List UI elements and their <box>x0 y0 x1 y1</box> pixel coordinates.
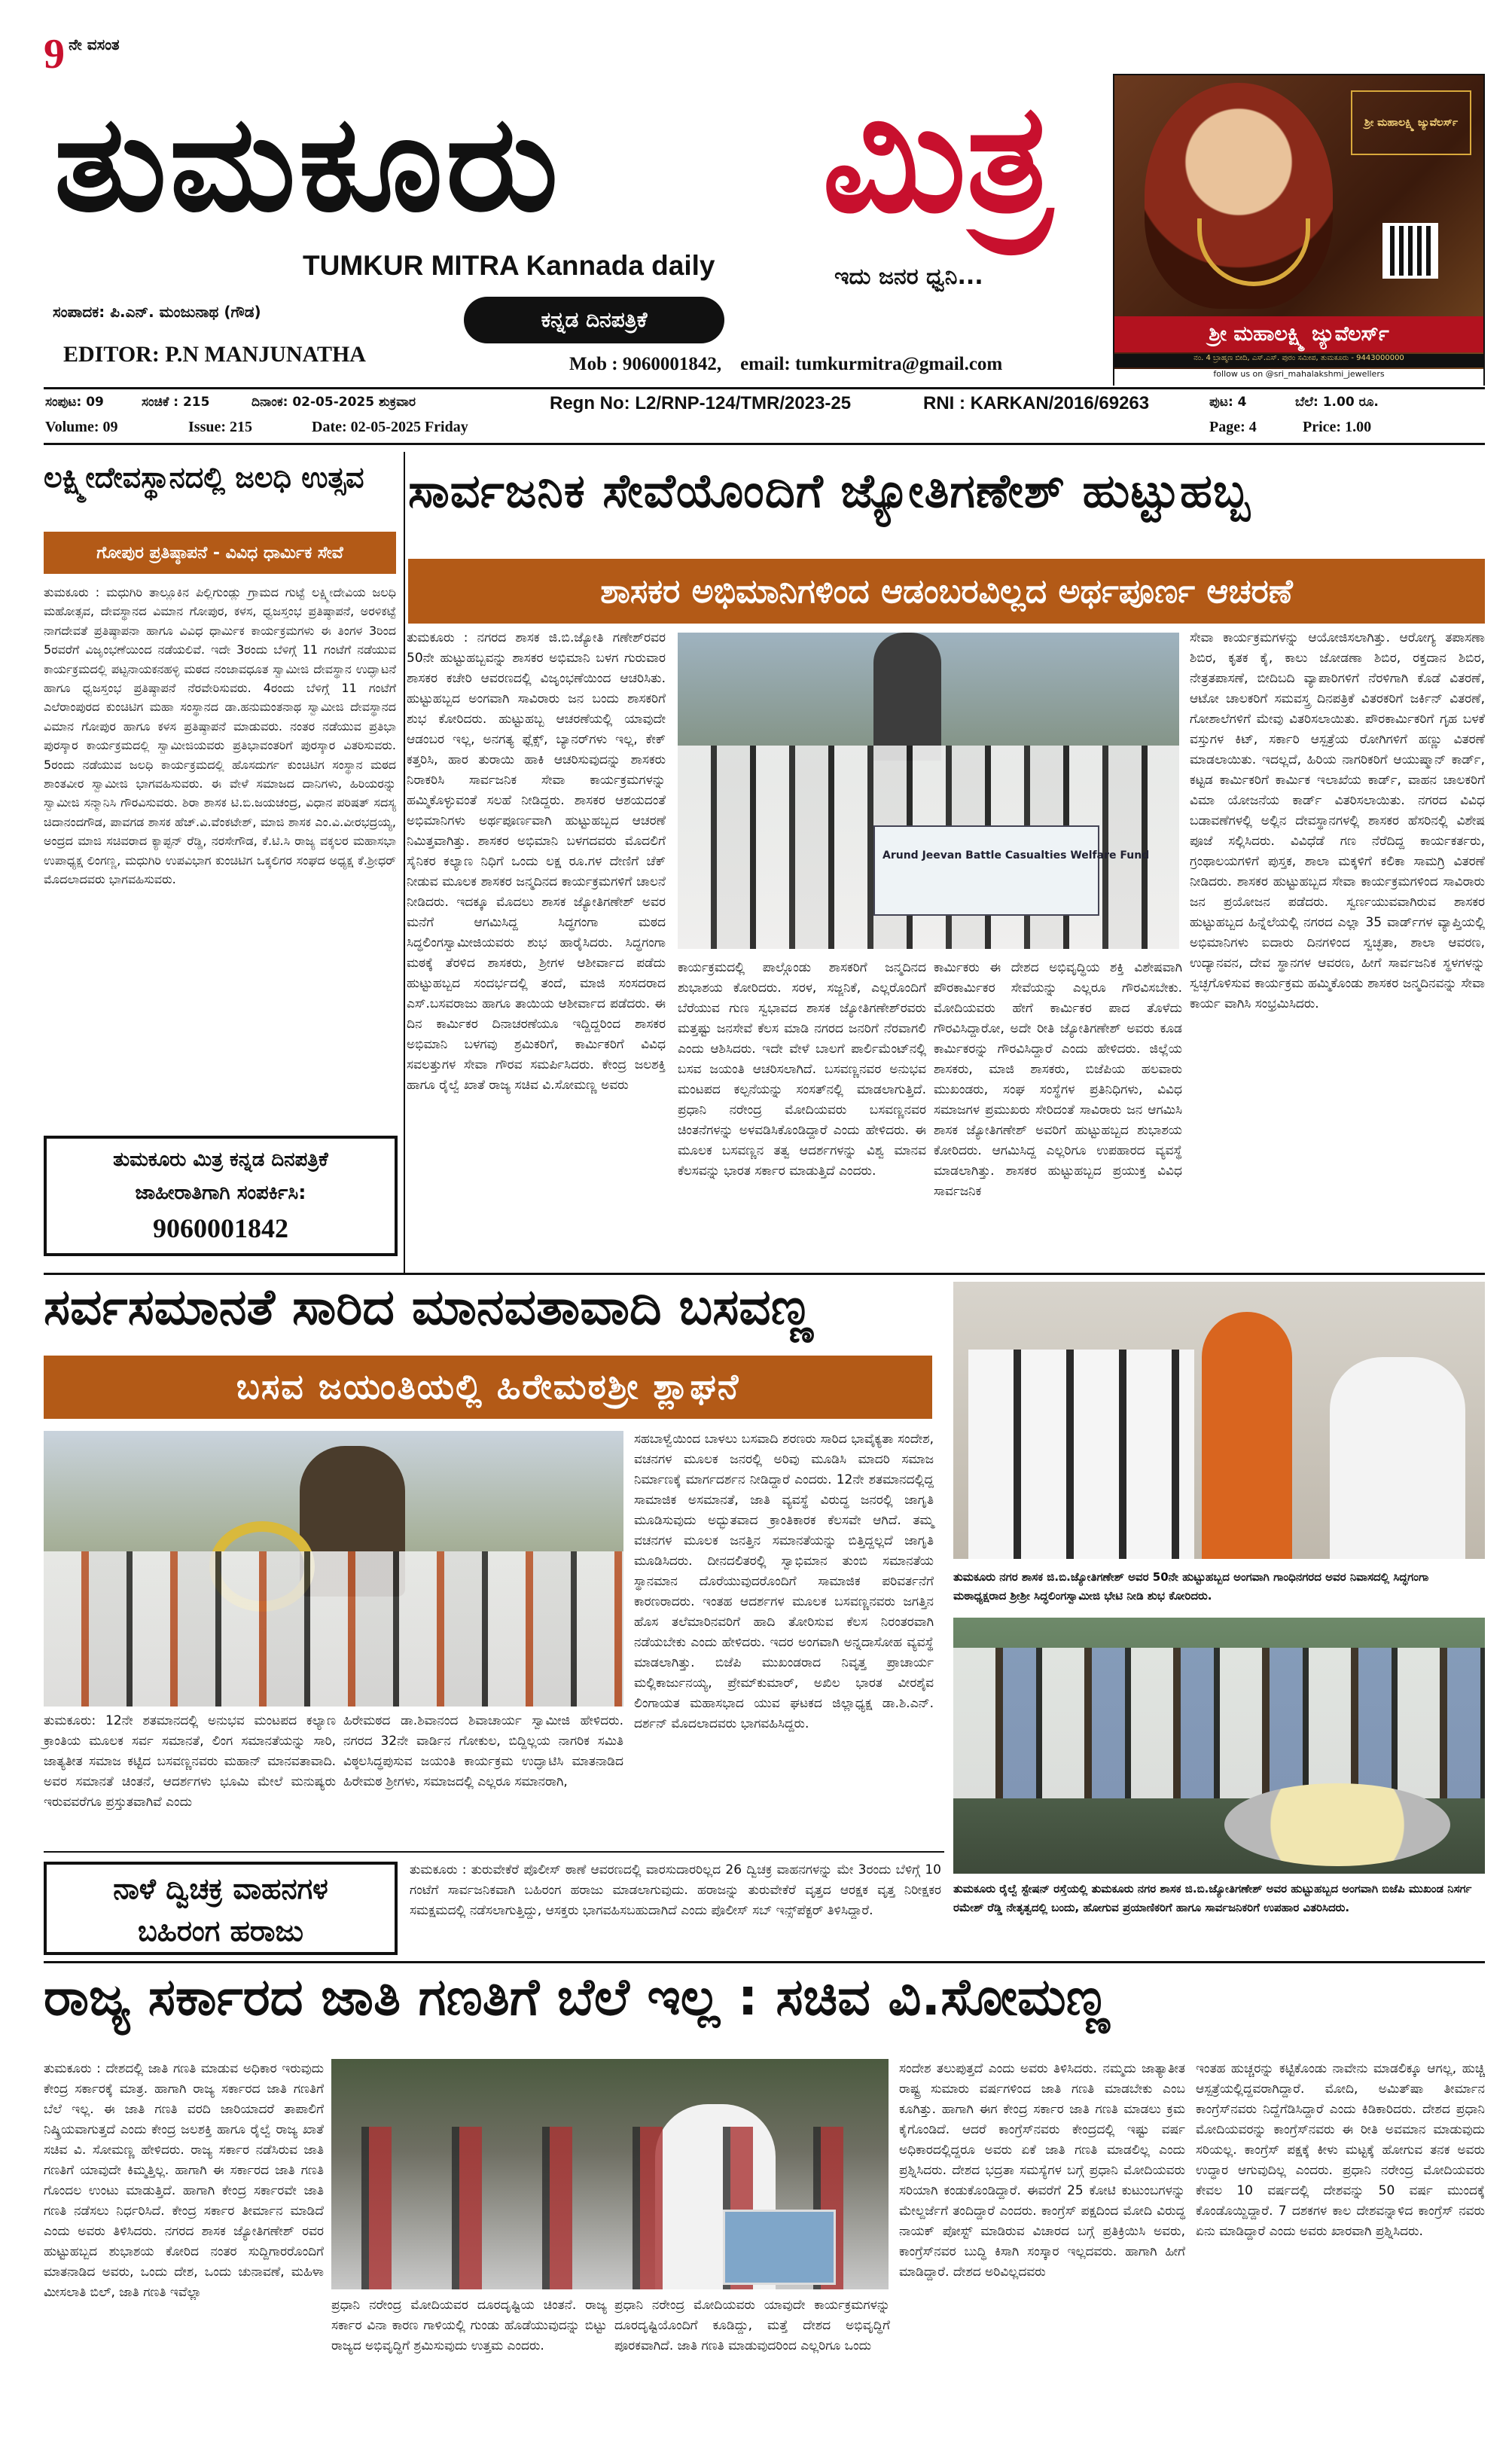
story4-col-d: ಸಂದೇಶ ತಲುಪುತ್ತದೆ ಎಂದು ಅವರು ತಿಳಿಸಿದರು. ನಮ್ಮದು ಜಾತ್ಯಾತೀತ ರಾಷ್ಟ್ರ ಸುಮಾರು ವರ್ಷಗಳಿಂದ ಜಾತಿ ಗಣತಿ ಮಾಡಬೇಕು ಎಂಬ ಕೂಗಿತ್ತು. ಹಾಗಾಗಿ ಈಗ ಕೇಂದ್ರ ಸರ್ಕಾರ ಜಾತಿ ಗಣತಿ ಮಾಡಲು ಕ್ರಮ ಕೈಗೊಂಡಿದೆ. ಆದರೆ ಕಾಂಗ್ರೆಸ್‌ನವರು ಕೇಂದ್ರದಲ್ಲಿ ಇಷ್ಟು ವರ್ಷ ಅಧಿಕಾರದಲ್ಲಿದ್ದರೂ ಅವರು ಏಕೆ ಜಾತಿ ಗಣತಿ ಮಾಡಲಿಲ್ಲ ಎಂದು ಪ್ರಶ್ನಿಸಿದರು. ದೇಶದ ಭದ್ರತಾ ಸಮಸ್ಯೆಗಳ ಬಗ್ಗೆ ಪ್ರಧಾನಿ ಮೋದಿಯವರು ಸರಿಯಾಗಿ ಕಂಡುಕೊಂಡಿದ್ದಾರೆ. ಈವರೆಗೆ 25 ಕೋಟಿ ಕುಟುಂಬಗಳನ್ನು ಮೇಲ್ದರ್ಜೆಗೆ ತಂದಿದ್ದಾರೆ ಎಂದರು. ಕಾಂಗ್ರೆಸ್ ಪಕ್ಷದಿಂದ ಮೋದಿ ವಿರುದ್ಧ ನಾಯಕ್ ಪೋಸ್ಟ್ ಮಾಡಿರುವ ವಿಚಾರದ ಬಗ್ಗೆ ಪ್ರತಿಕ್ರಿಯಿಸಿ ಅವರು, ಕಾಂಗ್ರೆಸ್‌ನವರ ಬುದ್ಧಿ ಕಿಸಾಗಿ ಸಂಸ್ಕಾರ ಇಲ್ಲದವರು. ಹಾಗಾಗಿ ಹೀಗೆ ಮಾಡಿದ್ದಾರೆ. ದೇಶದ ಅರಿವಿಲ್ಲದವರು <box>899 2061 1185 2280</box>
people-image <box>44 1551 623 1707</box>
cheque-image <box>873 825 1150 916</box>
story3-subhead: ಬಸವ ಜಯಂತಿಯಲ್ಲಿ ಹಿರೇಮಠಶ್ರೀ ಶ್ಲಾಘನೆ <box>44 1356 932 1419</box>
masthead-english-title: TUMKUR MITRA Kannada daily <box>303 250 715 281</box>
registration-number: Regn No: L2/RNP-124/TMR/2023-25 <box>550 393 852 413</box>
date-kn: ದಿನಾಂಕ: 02-05-2025 ಶುಕ್ರವಾರ <box>251 395 416 410</box>
story2-subhead: ಶಾಸಕರ ಅಭಿಮಾನಿಗಳಿಂದ ಆಡಂಬರವಿಲ್ಲದ ಅರ್ಥಪೂರ್ಣ ಆಚರಣೆ <box>408 559 1485 624</box>
editor-kannada: ಸಂಪಾದಕ: ಪಿ.ಎನ್. ಮಂಜುನಾಥ (ಗೌಡ) <box>53 303 261 321</box>
crowd-breakfast-image <box>953 1648 1485 1798</box>
story4-col-b: ಪ್ರಧಾನಿ ನರೇಂದ್ರ ಮೋದಿಯವರ ದೂರದೃಷ್ಟಿಯ ಚಿಂತನೆ. ರಾಜ್ಯ ಸರ್ಕಾರ ವಿನಾ ಕಾರಣ ಗಾಳಿಯಲ್ಲಿ ಗುಂಡು ಹೊಡೆಯುವುದನ್ನು ಬಿಟ್ಟು ರಾಜ್ಯದ ಅಭಿವೃದ್ಧಿಗೆ ಶ್ರಮಿಸುವುದು ಉತ್ತಮ ಎಂದರು. <box>331 2298 607 2353</box>
contact-line: Mob : 9060001842, email: tumkurmitra@gmail.com <box>569 354 1003 374</box>
story3-photo-swamiji <box>953 1282 1485 1559</box>
rni-number: RNI : KARKAN/2016/69263 <box>923 393 1150 413</box>
ad-brand-band: ಶ್ರೀ ಮಹಾಲಕ್ಷ್ಮಿ ಜ್ಯುವೆಲರ್ಸ್ <box>1114 316 1483 352</box>
ad-qr-icon <box>1382 223 1438 279</box>
advertise-line2: ಜಾಹೀರಾತಿಗಾಗಿ ಸಂಪರ್ಕಿಸಿ: <box>135 1182 306 1204</box>
story3-photo-breakfast <box>953 1618 1485 1874</box>
newspaper-badge: ಕನ್ನಡ ದಿನಪತ್ರಿಕೆ <box>464 297 724 343</box>
masthead-tagline: ಇದು ಜನರ ಧ್ವನಿ... <box>834 264 983 290</box>
jewellery-ad[interactable] <box>1113 74 1485 386</box>
volume-en: Volume: 09 <box>45 419 118 435</box>
story3-caption-lead: ತುಮಕೂರು: 12ನೇ ಶತಮಾನದಲ್ಲಿ ಅನುಭವ ಮಂಟಪದ ಕಲ್ಯಾಣ ಕ್ರಾಂತಿಯ ಮೂಲಕ ಸರ್ವ ಸಮಾನತೆ, ಲಿಂಗ ಸಮಾನತೆಯನ್ನು ಸಾರಿ, ಜಾತ್ಯತೀತ ಸಮಾಜ ಕಟ್ಟಿದ ಬಸವಣ್ಣನವರು ಮಹಾನ್ ಮಾನವತಾವಾದಿ. ಅವರ ಸಮಾನತೆ ಚಿಂತನೆ, ಆದರ್ಶಗಳು ಭೂಮಿ ಮೇಲೆ ಮನುಷ್ಯರು ಇರುವವರೆಗೂ ಪ್ರಸ್ತುತವಾಗಿವೆ ಎಂದು <box>44 1713 336 1810</box>
story1-body: ತುಮಕೂರು : ಮಧುಗಿರಿ ತಾಲ್ಲೂಕಿನ ಪಿಲ್ಲಿಗುಂಡ್ಲು ಗ್ರಾಮದ ಗುಟ್ಟೆ ಲಕ್ಷ್ಮೀದೇವಿಯ ಜಲಧಿ ಮಹೋತ್ಸವ, ದೇವಸ್ಥಾನದ ವಿಮಾನ ಗೋಪುರ, ಕಳಸ, ಧ್ವಜಸ್ತಂಭ ಪ್ರತಿಷ್ಠಾಪನೆ, ಅರಳಿಕಟ್ಟೆ ನಾಗದೇವತೆ ಪ್ರತಿಷ್ಠಾಪನಾ ಹಾಗೂ ವಿವಿಧ ಧಾರ್ಮಿಕ ಕಾರ್ಯಕ್ರಮಗಳು ಈ ತಿಂಗಳ 3ರಿಂದ 5ರವರೆಗೆ ವಿಜೃಂಭಣೆಯಿಂದ ನಡೆಯಲಿವೆ. ಇದೇ 3ರಂದು ಬೆಳಿಗ್ಗೆ 11 ಗಂಟೆಗೆ ನಡೆಯುವ ಕಾರ್ಯಕ್ರಮದಲ್ಲಿ ಪಟ್ಟನಾಯಕನಹಳ್ಳಿ ಮಠದ ನಂಜಾವಧೂತ ಸ್ವಾಮೀಜಿ ದೇವಸ್ಥಾನ ಉದ್ಘಾಟನೆ ಹಾಗೂ ಧ್ವಜಸ್ತಂಭ ಪ್ರತಿಷ್ಠಾಪನೆ ನೆರವೇರಿಸುವರು. 4ರಂದು ಬೆಳಿಗ್ಗೆ 11 ಗಂಟೆಗೆ ಎಲೆರಾಂಪುರದ ಕುಂಚಿಟಿಗ ಮಹಾ ಸಂಸ್ಥಾನದ ಡಾ.ಹನುಮಂತನಾಥ ಸ್ವಾಮೀಜಿ ದೇವಸ್ಥಾನದ ವಿಮಾನ ಗೋಪುರ ಹಾಗೂ ಕಳಸ ಪ್ರತಿಷ್ಠಾಪನೆ ಮಾಡುವರು. ನಂತರ ನಡೆಯುವ ಪ್ರತಿಭಾ ಪುರಸ್ಕಾರ ಕಾರ್ಯಕ್ರಮದಲ್ಲಿ ಸ್ವಾಮೀಜಿಯವರು ಪ್ರತಿಭಾವಂತರಿಗೆ ಪುರಸ್ಕಾರ ವಿತರಿಸುವರು. 5ರಂದು ನಡೆಯುವ ಜಲಧಿ ಕಾರ್ಯಕ್ರಮದಲ್ಲಿ ಹೊಸದುರ್ಗ ಕುಂಚಿಟಿಗ ಸಂಸ್ಥಾನ ಮಠದ ಶಾಂತವೀರ ಸ್ವಾಮೀಜಿ ಭಾಗವಹಿಸುವರು. ಈ ವೇಳೆ ಸಮಾಜದ ದಾನಿಗಳು, ಹಿರಿಯರನ್ನು ಸ್ವಾಮೀಜಿ ಸನ್ಮಾನಿಸಿ ಗೌರವಿಸುವರು. ಶಿರಾ ಶಾಸಕ ಟಿ.ಬಿ.ಜಯಚಂದ್ರ, ವಿಧಾನ ಪರಿಷತ್ ಸದಸ್ಯ ಚಿದಾನಂದಗೌಡ, ಪಾವಗಡ ಶಾಸಕ ಹೆಚ್.ವಿ.ವೆಂಕಟೇಶ್, ಮಾಜಿ ಶಾಸಕ ಎಂ.ವಿ.ವೀರಭದ್ರಯ್ಯ, ಅಂದ್ರದ ಮಾಜಿ ಸಚಿವರಾದ ಕ್ಯಾಪ್ಟನ್ ರೆಡ್ಡಿ, ನರಸೇಗೌಡ, ಕೆ.ಟಿ.ಸಿ ರಾಜ್ಯ ವಕ್ಕಲರ ಮಹಾಸಭಾ ಉಪಾಧ್ಯಕ್ಷ ಲಿಂಗಣ್ಣ, ಮಧುಗಿರಿ ಉಪವಿಭಾಗ ಕುಂಚಿಟಿಗ ಒಕ್ಕಲಿಗರ ಸಂಘದ ಅಧ್ಯಕ್ಷ ಕೆ.ಶ್ರೀಧರ್ ಮೊದಲಾದವರು ಭಾಗವಹಿಸುವರು. <box>44 585 396 887</box>
story3-col-right: ಹಿರೇಮಠದ ಡಾ.ಶಿವಾನಂದ ಶಿವಾಚಾರ್ಯ ಸ್ವಾಮೀಜಿ ಹೇಳಿದರು. ನಗರದ 32ನೇ ವಾರ್ಡಿನ ಗೋಕುಲ, ಬಿದ್ದಿಲ್ಲಯ ನಾಗರಿಕ ಸಮಿತಿ ವಿಠ್ಠಲಸಿದ್ಧಪುಸುವ ಜಯಂತಿ ಕಾರ್ಯಕ್ರಮ ಉದ್ಘಾಟಿಸಿ ಮಾತನಾಡಿದ ಹಿರೇಮಠ ಶ್ರೀಗಳು, ಸಮಾಜದಲ್ಲಿ ಎಲ್ಲರೂ ಸಮಾನರಾಗಿ, <box>343 1713 623 1789</box>
cheque-text: Arund Jeevan Battle Casualties Welfare Fund <box>883 849 1150 862</box>
pages-kn: ಪುಟ: 4 <box>1209 395 1247 410</box>
swamiji-image <box>1202 1312 1292 1559</box>
editor-english: EDITOR: P.N MANJUNATHA <box>63 342 366 367</box>
masthead-divider <box>44 387 1485 389</box>
statue-image <box>873 633 941 761</box>
portrait-frame-image <box>723 2210 836 2285</box>
food-pot-image <box>1224 1783 1450 1866</box>
story2-headline: ಸಾರ್ವಜನಿಕ ಸೇವೆಯೊಂದಿಗೆ ಜ್ಯೋತಿಗಣೇಶ್ ಹುಟ್ಟುಹಬ್ಬ <box>408 463 1251 518</box>
ad-address: ನಂ. 4 ಬ್ರಾಹ್ಮಣ ಬೀದಿ, ಎಸ್.ಎಸ್. ಪುರಂ ಸಮೀಪ, ತುಮಕೂರು - 9443000000 <box>1114 354 1483 368</box>
col1-separator <box>404 452 405 1273</box>
story4-col-a: ತುಮಕೂರು : ದೇಶದಲ್ಲಿ ಜಾತಿ ಗಣತಿ ಮಾಡುವ ಅಧಿಕಾರ ಇರುವುದು ಕೇಂದ್ರ ಸರ್ಕಾರಕ್ಕೆ ಮಾತ್ರ. ಹಾಗಾಗಿ ರಾಜ್ಯ ಸರ್ಕಾರದ ಜಾತಿ ಗಣತಿಗೆ ಬೆಲೆ ಇಲ್ಲ. ಈ ಜಾತಿ ಗಣತಿ ವರದಿ ಜಾರಿಯಾದರೆ ತಾಪಾಲಿಗೆ ನಿಷ್ಕ್ರಿಯವಾಗುತ್ತದೆ ಎಂದು ಕೇಂದ್ರ ಜಲಶಕ್ತಿ ಹಾಗೂ ರೈಲ್ವೆ ರಾಜ್ಯ ಖಾತೆ ಸಚಿವ ವಿ. ಸೋಮಣ್ಣ ಹೇಳಿದರು. ರಾಜ್ಯ ಸರ್ಕಾರ ನಡೆಸಿರುವ ಜಾತಿ ಗಣತಿಗೆ ಯಾವುದೇ ಕಿಮ್ಮತ್ತಿಲ್ಲ. ಹಾಗಾಗಿ ಈ ಸರ್ಕಾರದ ಜಾತಿ ಗಣತಿ ಗೊಂದಲ ಉಂಟು ಮಾಡುತ್ತಿದೆ. ಹಾಗಾಗಿ ಕೇಂದ್ರ ಸರ್ಕಾರವೇ ಜಾತಿ ಗಣತಿ ನಡೆಸಲು ನಿರ್ಧರಿಸಿದೆ. ಕೇಂದ್ರ ಸರ್ಕಾರ ತೀರ್ಮಾನ ಮಾಡಿದೆ ಎಂದು ಅವರು ತಿಳಿಸಿದರು. ನಗರದ ಶಾಸಕ ಜ್ಯೋತಿಗಣೇಶ್ ರವರ ಹುಟ್ಟುಹಬ್ಬದ ಶುಭಾಶಯ ಕೋರಿದ ನಂತರ ಸುದ್ದಿಗಾರರೊಂದಿಗೆ ಮಾತನಾಡಿದ ಅವರು, ಒಂದು ದೇಶ, ಒಂದು ಚುನಾವಣೆ, ಮಹಿಳಾ ಮೀಸಲಾತಿ ಬಿಲ್, ಜಾತಿ ಗಣತಿ ಇವೆಲ್ಲಾ <box>44 2061 324 2300</box>
story2-photo <box>678 633 1179 949</box>
price-kn: ಬೆಲೆ: 1.00 ರೂ. <box>1295 395 1379 410</box>
ad-logo-box <box>1351 90 1471 155</box>
story3-mid-rule <box>44 1851 944 1853</box>
story4-headline: ರಾಜ್ಯ ಸರ್ಕಾರದ ಜಾತಿ ಗಣತಿಗೆ ಬೆಲೆ ಇಲ್ಲ : ಸಚಿವ ವಿ.ಸೋಮಣ್ಣ <box>44 1968 1110 2027</box>
story3-bottom-rule <box>44 1961 1485 1963</box>
story3-photo-basava <box>44 1431 623 1707</box>
story3-photo2-caption: ತುಮಕೂರು ನಗರ ಶಾಸಕ ಜಿ.ಬಿ.ಜ್ಯೋತಿಗಣೇಶ್ ಅವರ 50ನೇ ಹುಟ್ಟುಹಬ್ಬದ ಅಂಗವಾಗಿ ಗಾಂಧಿನಗರದ ಅವರ ನಿವಾಸದಲ್ಲಿ ಸಿದ್ಧಗಂಗಾ ಮಠಾಧ್ಯಕ್ಷರಾದ ಶ್ರೀಶ್ರೀ ಸಿದ್ಧಲಿಂಗಸ್ವಾಮೀಜಿ ಭೇಟಿ ನೀಡಿ ಶುಭ ಕೋರಿದರು. <box>953 1570 1429 1603</box>
volume-kn: ಸಂಪುಟ: 09 <box>45 395 104 410</box>
price-en: Price: 1.00 <box>1303 419 1372 435</box>
auction-box[interactable] <box>44 1862 398 1955</box>
story2-bottom-rule <box>44 1273 1485 1275</box>
story3-headline: ಸರ್ವಸಮಾನತೆ ಸಾರಿದ ಮಾನವತಾವಾದಿ ಬಸವಣ್ಣ <box>44 1278 813 1336</box>
ad-logo-text: ಶ್ರೀ ಮಹಾಲಕ್ಷ್ಮಿ ಜ್ಯುವೆಲರ್ಸ್ <box>1364 117 1459 129</box>
edition-label <box>44 30 120 78</box>
auction-body: ತುಮಕೂರು : ತುರುವೇಕೆರೆ ಪೊಲೀಸ್ ಠಾಣೆ ಆವರಣದಲ್ಲಿ ವಾರಸುದಾರರಿಲ್ಲದ 26 ದ್ವಿಚಕ್ರ ವಾಹನಗಳನ್ನು ಮೇ 3ರಂದು ಬೆಳಿಗ್ಗೆ 10 ಗಂಟೆಗೆ ಸಾರ್ವಜನಿಕವಾಗಿ ಬಹಿರಂಗ ಹರಾಜು ಮಾಡಲಾಗುವುದು. ಹರಾಜನ್ನು ತುರುವೇಕೆರೆ ವೃತ್ತದ ಆರಕ್ಷಕ ವೃತ್ತ ನಿರೀಕ್ಷಕರ ಸಮಕ್ಷಮದಲ್ಲಿ ನಡೆಸಲಾಗುತ್ತಿದ್ದು, ಆಸಕ್ತರು ಭಾಗವಹಿಸಬಹುದಾಗಿದೆ ಎಂದು ಪೊಲೀಸ್ ಸಬ್ ಇನ್ಸ್‌ಪೆಕ್ಟರ್ ತಿಳಿಸಿದ್ದಾರೆ. <box>410 1862 941 1918</box>
guests-image <box>968 1350 1194 1559</box>
story4-col-c: ಪ್ರಧಾನಿ ನರೇಂದ್ರ ಮೋದಿಯವರು ಯಾವುದೇ ಕಾರ್ಯಕ್ರಮಗಳನ್ನು ದೂರದೃಷ್ಟಿಯೊಂದಿಗೆ ಕೂಡಿದ್ದು, ಮತ್ತೆ ದೇಶದ ಅಭಿವೃದ್ಧಿಗೆ ಪೂರಕವಾಗಿದೆ. ಜಾತಿ ಗಣತಿ ಮಾಡುವುದರಿಂದ ಎಲ್ಲರಿಗೂ ಒಂದು <box>614 2298 890 2353</box>
edition-suffix: ನೇ ವಸಂತ <box>69 35 120 53</box>
meta-divider <box>44 443 1485 445</box>
advertise-phone: 9060001842 <box>153 1213 288 1243</box>
masthead-title-black: ತುಮಕೂರು <box>54 87 562 241</box>
advertise-line1: ತುಮಕೂರು ಮಿತ್ರ ಕನ್ನಡ ದಿನಪತ್ರಿಕೆ <box>113 1148 328 1171</box>
story4-photo <box>331 2059 889 2289</box>
issue-kn: ಸಂಚಿಕೆ : 215 <box>142 395 210 410</box>
story3-col-mid: ಸಹಬಾಳ್ವೆಯಿಂದ ಬಾಳಲು ಬಸವಾದಿ ಶರಣರು ಸಾರಿದ ಭಾವೈಕ್ಯತಾ ಸಂದೇಶ, ವಚನಗಳ ಮೂಲಕ ಜನರಲ್ಲಿ ಅರಿವು ಮೂಡಿಸಿ ಮಾದರಿ ಸಮಾಜ ನಿರ್ಮಾಣಕ್ಕೆ ಮಾರ್ಗದರ್ಶನ ನೀಡಿದ್ದಾರೆ ಎಂದರು. 12ನೇ ಶತಮಾನದಲ್ಲಿದ್ದ ಸಾಮಾಜಿಕ ಅಸಮಾನತೆ, ಜಾತಿ ವ್ಯವಸ್ಥೆ ವಿರುದ್ಧ ಜನರಲ್ಲಿ ಜಾಗೃತಿ ಮೂಡಿಸುವುದು ಅದ್ಭುತವಾದ ಕ್ರಾಂತಿಕಾರಕ ಕೆಲಸವೇ ಆಗಿದೆ. ತಮ್ಮ ವಚನಗಳ ಮೂಲಕ ಜನತ್ತಿನ ಸಮಾನತೆಯನ್ನು ಬಿತ್ತಿದ್ದಲ್ಲದೆ ಜಾಗೃತಿ ಮೂಡಿಸಿದರು. ದೀನದಲಿತರಲ್ಲಿ ಸ್ವಾಭಿಮಾನ ತುಂಬಿ ಸಮಾನತೆಯ ಸ್ಥಾನಮಾನ ದೊರೆಯುವುದರೊಂದಿಗೆ ಸಾಮಾಜಿಕ ಪರಿವರ್ತನೆಗೆ ಕಾರಣರಾದರು. ಇಂತಹ ಆದರ್ಶಗಳ ಮೂಲಕ ಬಸವಣ್ಣನವರು ಜಗತ್ತಿನ ಹೊಸ ತಲೆಮಾರಿನವರಿಗೆ ಹಾದಿ ತೋರಿಸುವ ಕೆಲಸ ನಿರಂತರವಾಗಿ ನಡೆಯಬೇಕು ಎಂದು ಹೇಳಿದರು. ಇದರ ಅಂಗವಾಗಿ ಅನ್ನದಾಸೋಹ ವ್ಯವಸ್ಥೆ ಮಾಡಲಾಗಿತ್ತು. ಬಿಜೆಪಿ ಮುಖಂಡರಾದ ನಿವೃತ್ತ ಪ್ರಾಚಾರ್ಯ ಮಲ್ಲಿಕಾರ್ಜುನಯ್ಯ, ಪ್ರೇಮ್‌ಕುಮಾರ್, ಅಖಿಲ ಭಾರತ ವೀರಶೈವ ಲಿಂಗಾಯತ ಮಹಾಸಭಾದ ಯುವ ಘಟಕದ ಜಿಲ್ಲಾಧ್ಯಕ್ಷ ಡಾ.ಶಿ.ಎನ್. ದರ್ಶನ್ ಮೊದಲಾದವರು ಭಾಗವಹಿಸಿದ್ದರು. <box>634 1432 934 1731</box>
auction-line1: ನಾಳೆ ದ್ವಿಚಕ್ರ ವಾಹನಗಳ <box>113 1872 328 1905</box>
ad-footer: follow us on @sri_mahalakshmi_jewellers <box>1114 369 1483 386</box>
story4-col-e: ಇಂತಹ ಹುಚ್ಚರನ್ನು ಕಟ್ಟಿಕೊಂಡು ನಾವೇನು ಮಾಡಲಿಕ್ಕೂ ಆಗಲ್ಲ, ಹುಚ್ಚಿ ಆಸ್ಪತ್ರೆಯಲ್ಲಿದ್ದವರಾಗಿದ್ದಾರೆ. ಮೋದಿ, ಅಮಿತ್‌ಷಾ ತೀರ್ಮಾನ ಕಾಂಗ್ರೆಸ್‌ನವರು ನಿದ್ದೆಗೆಡಿಸಿದ್ದಾರೆ ಎಂದು ಕಿಡಿಕಾರಿದರು. ದೇಶದ ಪ್ರಧಾನಿ ಮೋದಿಯವರನ್ನು ಕಾಂಗ್ರೆಸ್‌ನವರು ಈ ರೀತಿ ಅವಮಾನ ಮಾಡುವುದು ಸರಿಯಲ್ಲ. ಕಾಂಗ್ರೆಸ್ ಪಕ್ಷಕ್ಕೆ ಕೀಳು ಮಟ್ಟಕ್ಕೆ ಹೋಗುವ ತನಕ ಅವರು ಉದ್ಧಾರ ಆಗುವುದಿಲ್ಲ ಎಂದರು. ಪ್ರಧಾನಿ ನರೇಂದ್ರ ಮೋದಿಯವರು ಕೇವಲ 10 ವರ್ಷದಲ್ಲಿ ದೇಶವನ್ನು 50 ವರ್ಷ ಮುಂದಕ್ಕೆ ಕೊಂಡೊಯ್ದಿದ್ದಾರೆ. 7 ದಶಕಗಳ ಕಾಲ ದೇಶವನ್ನಾಳಿದ ಕಾಂಗ್ರೆಸ್ ನವರು ಏನು ಮಾಡಿದ್ದಾರೆ ಎಂದು ಅವರು ಖಾರವಾಗಿ ಪ್ರಶ್ನಿಸಿದರು. <box>1196 2061 1485 2239</box>
advertise-box[interactable] <box>44 1136 398 1256</box>
edition-number: 9 <box>44 31 65 78</box>
date-en: Date: 02-05-2025 Friday <box>312 419 468 435</box>
story1-headline: ಲಕ್ಷ್ಮೀದೇವಸ್ಥಾನದಲ್ಲಿ ಜಲಧಿ ಉತ್ಸವ <box>44 461 364 494</box>
story2-col-c: ಕಾರ್ಮಿಕರು ಈ ದೇಶದ ಅಭಿವೃದ್ಧಿಯ ಶಕ್ತಿ ವಿಶೇಷವಾಗಿ ಪೌರಕಾರ್ಮಿಕರ ಸೇವೆಯನ್ನು ಎಲ್ಲರೂ ಗೌರವಿಸಬೇಕು. ಮೋದಿಯವರು ಹೇಗೆ ಕಾರ್ಮಿಕರ ಪಾದ ತೊಳೆದು ಗೌರವಿಸಿದ್ದಾರೋ, ಅದೇ ರೀತಿ ಜ್ಯೋತಿಗಣೇಶ್ ಅವರು ಕೂಡ ಕಾರ್ಮಿಕರನ್ನು ಗೌರವಿಸಿದ್ದಾರೆ ಎಂದು ಹೇಳಿದರು. ಜಿಲ್ಲೆಯ ಶಾಸಕರು, ಮಾಜಿ ಶಾಸಕರು, ಬಿಜೆಪಿಯ ಹಲವಾರು ಮುಖಂಡರು, ಸಂಘ ಸಂಸ್ಥೆಗಳ ಪ್ರತಿನಿಧಿಗಳು, ವಿವಿಧ ಸಮಾಜಗಳ ಪ್ರಮುಖರು ಸೇರಿದಂತೆ ಸಾವಿರಾರು ಜನ ಆಗಮಿಸಿ ಶಾಸಕ ಜ್ಯೋತಿಗಣೇಶ್ ಅವರಿಗೆ ಹುಟ್ಟುಹಬ್ಬದ ಶುಭಾಶಯ ಕೋರಿದರು. ಆಗಮಿಸಿದ್ದ ಎಲ್ಲರಿಗೂ ಉಪಹಾರದ ವ್ಯವಸ್ಥೆ ಮಾಡಲಾಗಿತ್ತು. ಶಾಸಕರ ಹುಟ್ಟುಹಬ್ಬದ ಪ್ರಯುಕ್ತ ವಿವಿಧ ಸಾರ್ವಜನಿಕ <box>934 960 1182 1199</box>
pages-en: Page: 4 <box>1209 419 1257 435</box>
masthead-title-red: ಮಿತ್ರ <box>822 71 1053 246</box>
story2-col-d: ಸೇವಾ ಕಾರ್ಯಕ್ರಮಗಳನ್ನು ಆಯೋಜಿಸಲಾಗಿತ್ತು. ಆರೋಗ್ಯ ತಪಾಸಣಾ ಶಿಬಿರ, ಕೃತಕ ಕೈ, ಕಾಲು ಜೋಡಣಾ ಶಿಬಿರ, ರಕ್ತದಾನ ಶಿಬಿರ, ನೇತ್ರತಪಾಸಣೆ, ಬೀದಿಬದಿ ವ್ಯಾಪಾರಿಗಳಿಗೆ ನೆರಳಿಗಾಗಿ ಕೊಡೆ ವಿತರಣೆ, ಆಟೋ ಚಾಲಕರಿಗೆ ಸಮವಸ್ತ್ರ ದಿನಪತ್ರಿಕೆ ವಿತರಕರಿಗೆ ಜರ್ಕಿನ್ ವಿತರಣೆ, ಗೋಶಾಲೆಗಳಿಗೆ ಮೇವು ವಿತರಿಸಲಾಯಿತು. ಪೌರಕಾರ್ಮಿಕರಿಗೆ ಗೃಹ ಬಳಕೆ ವಸ್ತುಗಳ ಕಿಟ್, ಸರ್ಕಾರಿ ಆಸ್ಪತ್ರೆಯ ರೋಗಿಗಳಿಗೆ ಹಣ್ಣು ವಿತರಣೆ ಮಾಡಲಾಯಿತು. ಇದಲ್ಲದೆ, ಹಿರಿಯ ನಾಗರಿಕರಿಗೆ ಆಯುಷ್ಮಾನ್ ಕಾರ್ಡ್, ಕಟ್ಟಡ ಕಾರ್ಮಿಕರಿಗೆ ಕಾರ್ಮಿಕ ಇಲಾಖೆಯ ಕಾರ್ಡ್, ವಾಹನ ಚಾಲಕರಿಗೆ ವಿಮಾ ಯೋಜನೆಯ ಕಾರ್ಡ್ ವಿತರಿಸಲಾಯಿತು. ನಗರದ ವಿವಿಧ ಬಡಾವಣೆಗಳಲ್ಲಿ ಅಲ್ಲಿನ ದೇವಸ್ಥಾನಗಳಲ್ಲಿ ಶಾಸಕರ ಹೆಸರಿನಲ್ಲಿ ವಿಶೇಷ ಪೂಜೆ ಸಲ್ಲಿಸಿದರು. ವಿವಿಧೆಡೆ ಗಣ ನೆರೆದಿದ್ದ ಕಾರ್ಯಕರ್ತರು, ಗ್ರಂಥಾಲಯಗಳಿಗೆ ಪುಸ್ತಕ, ಶಾಲಾ ಮಕ್ಕಳಿಗೆ ಕಲಿಕಾ ಸಾಮಗ್ರಿ ವಿತರಣೆ ನೀಡಿದರು. ಶಾಸಕರ ಹುಟ್ಟುಹಬ್ಬದ ಸೇವಾ ಕಾರ್ಯಕ್ರಮಗಳಿಂದ ಸಾವಿರಾರು ಜನ ಪ್ರಯೋಜನ ಪಡೆದರು. ಸ್ವರ್ಣಯುವವಾಗಿರುವ ಶಾಸಕರ ಹುಟ್ಟುಹಬ್ಬದ ಹಿನ್ನೆಲೆಯಲ್ಲಿ ನಗರದ ಎಲ್ಲಾ 35 ವಾರ್ಡ್‌ಗಳ ವ್ಯಾಪ್ತಿಯಲ್ಲಿ ಅಭಿಮಾನಿಗಳು ಐದಾರು ದಿನಗಳಿಂದ ಸ್ವಚ್ಛತಾ, ಶಾಲಾ ಆವರಣ, ಉದ್ಯಾನವನ, ದೇವ ಸ್ಥಾನಗಳ ಆವರಣ, ಹೀಗೆ ಸಾರ್ವಜನಿಕ ಸ್ಥಳಗಳನ್ನು ಸ್ವಚ್ಛಗೊಳಿಸುವ ಕಾರ್ಯಕ್ರಮ ಹಮ್ಮಿಕೊಂಡು ಶಾಸಕರ ಜನ್ಮದಿನವನ್ನು ಸೇವಾ ಕಾರ್ಯ ವಾಗಿಸಿ ಸಂಭ್ರಮಿಸಿದರು. <box>1190 630 1485 1011</box>
issue-en: Issue: 215 <box>188 419 253 435</box>
auction-line2: ಬಹಿರಂಗ ಹರಾಜು <box>137 1914 304 1947</box>
story1-subhead: ಗೋಪುರ ಪ್ರತಿಷ್ಠಾಪನೆ - ವಿವಿಧ ಧಾರ್ಮಿಕ ಸೇವೆ <box>44 532 396 574</box>
story2-col-a: ತುಮಕೂರು : ನಗರದ ಶಾಸಕ ಜಿ.ಬಿ.ಜ್ಯೋತಿ ಗಣೇಶ್‌ರವರ 50ನೇ ಹುಟ್ಟುಹಬ್ಬವನ್ನು ಶಾಸಕರ ಅಭಿಮಾನಿ ಬಳಗ ಗುರುವಾರ ಶಾಸಕರ ಕಚೇರಿ ಆವರಣದಲ್ಲಿ ವಿಜೃಂಭಣೆಯಿಂದ ಆಚರಿಸಿತು. ಹುಟ್ಟುಹಬ್ಬದ ಅಂಗವಾಗಿ ಸಾವಿರಾರು ಜನ ಬಂದು ಶಾಸಕರಿಗೆ ಶುಭ ಕೋರಿದರು. ಹುಟ್ಟುಹಬ್ಬ ಆಚರಣೆಯಲ್ಲಿ ಯಾವುದೇ ಆಡಂಬರ ಇಲ್ಲ, ಅನಗತ್ಯ ಫ್ಲೆಕ್ಸ್, ಬ್ಯಾನರ್‌ಗಳು ಇಲ್ಲ, ಕೇಕ್ ಕತ್ತರಿಸಿ, ಹಾರ ತುರಾಯಿ ಹಾಕಿ ಆಚರಿಸುವುದನ್ನು ಶಾಸಕರು ನಿರಾಕರಿಸಿ ಸಾರ್ವಜನಿಕ ಸೇವಾ ಕಾರ್ಯಕ್ರಮಗಳನ್ನು ಹಮ್ಮಿಕೊಳ್ಳುವಂತೆ ಸಲಹೆ ನೀಡಿದ್ದರು. ಶಾಸಕರ ಆಶಯದಂತೆ ಅಭಿಮಾನಿಗಳು ಅರ್ಥಪೂರ್ಣವಾಗಿ ಹುಟ್ಟುಹಬ್ಬದ ಆಚರಣೆ ನಿಮಿತ್ತವಾಗಿತ್ತು. ಶಾಸಕರ ಅಭಿಮಾನಿ ಬಳಗದವರು ಮೊದಲಿಗೆ ಸೈನಿಕರ ಕಲ್ಯಾಣ ನಿಧಿಗೆ ಒಂದು ಲಕ್ಷ ರೂ.ಗಳ ದೇಣಿಗೆ ಚೆಕ್ ನೀಡುವ ಮೂಲಕ ಶಾಸಕರ ಜನ್ಮದಿನದ ಕಾರ್ಯಕ್ರಮಗಳಿಗೆ ಚಾಲನೆ ನೀಡಿದರು. ಇದಕ್ಕೂ ಮೊದಲು ಶಾಸಕ ಜ್ಯೋತಿಗಣೇಶ್ ಅವರ ಮನೆಗೆ ಆಗಮಿಸಿದ್ದ ಸಿದ್ಧಗಂಗಾ ಮಠದ ಸಿದ್ಧಲಿಂಗಸ್ವಾಮೀಜಿಯವರು ಶುಭ ಹಾರೈಸಿದರು. ಸಿದ್ಧಗಂಗಾ ಮಠಕ್ಕೆ ತೆರಳಿದ ಶಾಸಕರು, ಶ್ರೀಗಳ ಆಶೀರ್ವಾದ ಪಡೆದು ಹುಟ್ಟುಹಬ್ಬದ ಸಂದರ್ಭದಲ್ಲಿ ತಂದೆ, ಮಾಜಿ ಸಂಸದರಾದ ಎಸ್.ಬಸವರಾಜು ಹಾಗೂ ತಾಯಿಯ ಆಶೀರ್ವಾದ ಪಡೆದರು. ಈ ದಿನ ಕಾರ್ಮಿಕರ ದಿನಾಚರಣೆಯೂ ಇದ್ದಿದ್ದರಿಂದ ಶಾಸಕರ ಅಭಿಮಾನಿ ಬಳಗವು ಶ್ರಮಿಕರಿಗೆ, ಕಾರ್ಮಿಕರಿಗೆ ವಿವಿಧ ಸವಲತ್ತುಗಳ ಸೇವಾ ಗೌರವ ಸಮರ್ಪಿಸಿದರು. ಕೇಂದ್ರ ಜಲಶಕ್ತಿ ಹಾಗೂ ರೈಲ್ವೆ ಖಾತೆ ರಾಜ್ಯ ಸಚಿವ ವಿ.ಸೋಮಣ್ಣ ಅವರು <box>407 630 666 1093</box>
story2-col-b: ಕಾರ್ಯಕ್ರಮದಲ್ಲಿ ಪಾಲ್ಗೊಂಡು ಶಾಸಕರಿಗೆ ಜನ್ಮದಿನದ ಶುಭಾಶಯ ಕೋರಿದರು. ಸರಳ, ಸಜ್ಜನಿಕೆ, ಎಲ್ಲರೊಂದಿಗೆ ಬೆರೆಯುವ ಗುಣ ಸ್ವಭಾವದ ಶಾಸಕ ಜ್ಯೋತಿಗಣೇಶ್‌ರವರು ಮತ್ತಷ್ಟು ಜನಸೇವೆ ಕೆಲಸ ಮಾಡಿ ನಗರದ ಜನರಿಗೆ ನೆರವಾಗಲಿ ಎಂದು ಆಶಿಸಿದರು. ಇದೇ ವೇಳೆ ಬಾಲಗೆ ಪಾರ್ಲಿಮೆಂಟ್‌ನಲ್ಲಿ ಬಸವ ಜಯಂತಿ ಆಚರಿಸಲಾಗಿದೆ. ಬಸವಣ್ಣನವರ ಅನುಭವ ಮಂಟಪದ ಕಲ್ಪನೆಯನ್ನು ಸಂಸತ್‌ನಲ್ಲಿ ಮಾಡಲಾಗುತ್ತಿದೆ. ಪ್ರಧಾನಿ ನರೇಂದ್ರ ಮೋದಿಯವರು ಬಸವಣ್ಣನವರ ಚಿಂತನೆಗಳನ್ನು ಅಳವಡಿಸಿಕೊಂಡಿದ್ದಾರೆ ಎಂದು ಹೇಳಿದರು. ಈ ಮೂಲಕ ಬಸವಣ್ಣನ ತತ್ವ ಆದರ್ಶಗಳನ್ನು ವಿಶ್ವ ಮಾನವ ಕೆಲಸವನ್ನು ಭಾರತ ಸರ್ಕಾರ ಮಾಡುತ್ತಿದೆ ಎಂದರು. <box>678 960 926 1179</box>
elder-image <box>1330 1357 1465 1559</box>
story3-photo3-caption: ತುಮಕೂರು ರೈಲ್ವೆ ಸ್ಟೇಷನ್ ರಸ್ತೆಯಲ್ಲಿ ತುಮಕೂರು ನಗರ ಶಾಸಕ ಜಿ.ಬಿ.ಜ್ಯೋತಿಗಣೇಶ್ ಅವರ ಹುಟ್ಟುಹಬ್ಬದ ಅಂಗವಾಗಿ ಬಿಜೆಪಿ ಮುಖಂಡ ನಿಸರ್ಗ ರಮೇಶ್ ರೆಡ್ಡಿ ನೇತೃತ್ವದಲ್ಲಿ ಬಂದು, ಹೋಗುವ ಪ್ರಯಾಣಿಕರಿಗೆ ಹಾಗೂ ಸಾರ್ವಜನಿಕರಿಗೆ ಉಪಹಾರ ವಿತರಿಸಿದರು. <box>953 1882 1472 1914</box>
